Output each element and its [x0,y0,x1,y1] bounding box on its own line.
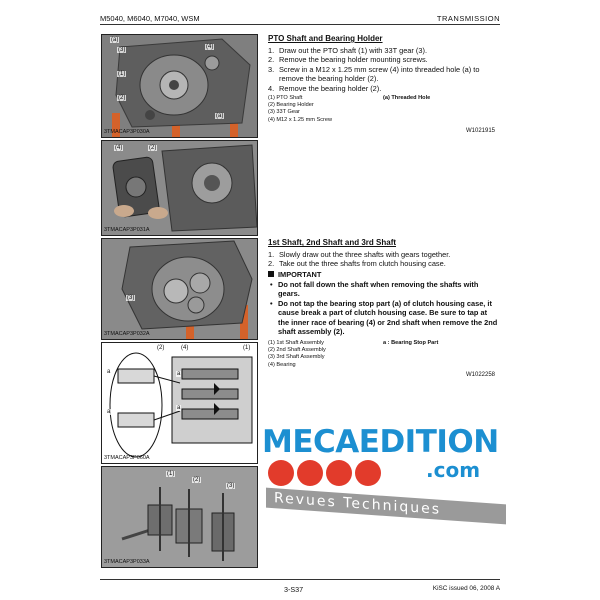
shaft-assembly-diagram [102,343,257,463]
legend-item: (1) 1st Shaft Assembly [268,340,324,346]
figure-shafts-in-housing-photo [101,238,258,340]
section-code: W1022258 [466,372,496,378]
fig4-label: (2) [157,345,165,351]
fig4-label: (4) [181,345,189,351]
section-title-pto-shaft: PTO Shaft and Bearing Holder [268,34,383,43]
fig4-label: a [107,409,111,415]
section-code: W1021915 [466,128,496,134]
procedure-step: 1. Slowly draw out the three shafts with gears together. [268,250,451,259]
figure-code: 3TMACAP3P032A [104,331,150,337]
legend-item-threaded-hole: (a) Threaded Hole [383,95,431,101]
logo-tagline-band [266,488,506,525]
shaft-housing-illustration [102,239,257,339]
legend-item: (3) 33T Gear [268,109,300,116]
fig5-label: (3) [227,483,235,489]
page-number: 3-S37 [284,585,304,594]
important-notes [268,280,500,336]
fig4-label: (1) [243,345,251,351]
fig1-label: (a) [216,113,224,119]
fig5-label: (1) [167,471,175,477]
legend-item-bearing-stop: a : Bearing Stop Part [383,340,439,346]
fig1-label: (1) [118,71,126,77]
procedure-step: 1. Draw out the PTO shaft (1) with 33T gear (3). [268,46,428,55]
logo-domain: .com [426,458,481,482]
important-note: • Do not tap the bearing stop part (a) of clutch housing case, it cause break a part of clutch housing case. Be sure to tap at the inner race of bearing (4) or 2nd shaft when remove the 2nd shaft assembly (2). [268,299,500,337]
header-rule [100,24,500,25]
procedure-step: 2. Take out the three shafts from clutch housing case. [268,259,446,269]
fig3-label: (3) [127,295,135,301]
legend-item: (1) PTO Shaft [268,95,303,101]
fig2-label: (4) [115,145,123,151]
figure-shaft-diagram [101,342,258,464]
header-section-title: TRANSMISSION [436,14,500,23]
legend-item: (2) Bearing Holder [268,102,314,109]
procedure-step: 4. Remove the bearing holder (2). [268,83,382,93]
header-model-list: M5040, M6040, M7040, WSM [100,14,200,23]
car-icon [268,460,294,486]
section-title-shafts: 1st Shaft, 2nd Shaft and 3rd Shaft [268,238,397,247]
fig5-label: (2) [193,477,201,483]
fig4-label: a [177,371,181,377]
motorcycle-icon [297,460,323,486]
procedure-step: 2. Remove the bearing holder mounting screws. [268,55,428,65]
tractor-icon [355,460,381,486]
figure-pto-shaft-photo [101,34,258,138]
figure-code: 3TMACAP3P060A [104,455,150,461]
square-bullet-icon [268,271,274,277]
fig4-label: a [107,369,111,375]
important-note: • Do not fall down the shaft when removing the shafts with gears. [268,280,500,299]
three-shafts-illustration [102,467,257,567]
fig1-label: (4) [206,44,214,50]
fig1-label: (3) [118,47,126,53]
important-heading: IMPORTANT [268,270,500,279]
figure-code: 3TMACAP3P030A [104,129,150,135]
pto-procedure-steps [268,46,500,93]
legend-item: (4) Bearing [268,361,296,368]
fig1-label: (a) [111,37,119,43]
pto-legend [268,95,500,124]
fig2-label: (2) [149,145,157,151]
figure-bearing-holder-photo [101,140,258,236]
logo-tagline: Revues Techniques [274,490,442,518]
fig4-label: a [177,405,181,411]
logo-vehicle-icons [268,460,381,486]
issue-info: KiSC issued 06, 2008 A [432,585,500,592]
legend-item: (2) 2nd Shaft Assembly [268,347,326,354]
logo-name: MECAEDITION [262,424,499,460]
footer-rule [100,579,500,580]
fig1-label: (2) [118,95,126,101]
shaft-procedure-steps [268,250,500,269]
mecaedition-watermark-logo [262,420,512,540]
legend-item: (3) 3rd Shaft Assembly [268,354,325,361]
figure-code: 3TMACAP3P033A [104,559,150,565]
procedure-step: 3. Screw in a M12 x 1.25 mm screw (4) into threaded hole (a) to remove the bearing holder (2). [268,64,480,84]
bearing-holder-illustration [102,141,257,235]
scooter-icon [326,460,352,486]
figure-code: 3TMACAP3P031A [104,227,150,233]
legend-item: (4) M12 x 1.25 mm Screw [268,116,333,123]
figure-three-shafts-photo [101,466,258,568]
shaft-legend [268,340,500,369]
